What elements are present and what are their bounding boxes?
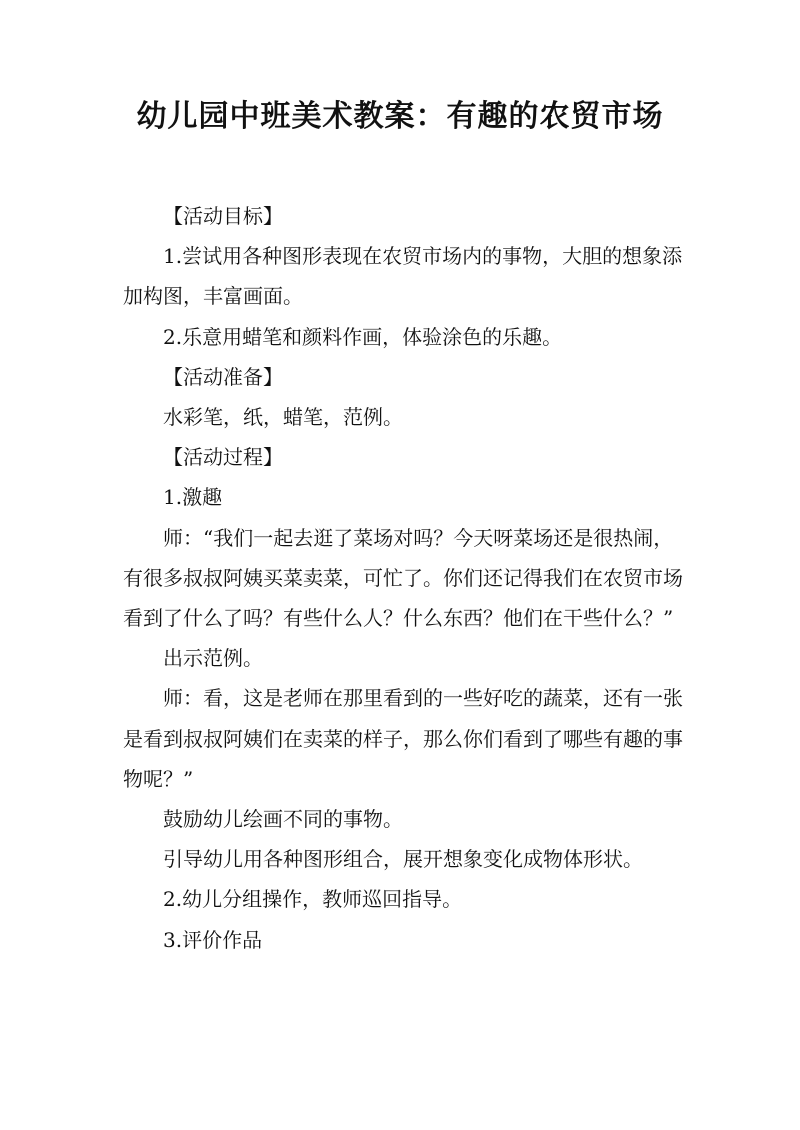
process-step-2: 2.幼儿分组操作，教师巡回指导。 <box>163 887 463 912</box>
document-title: 幼儿园中班美术教案：有趣的农贸市场 <box>136 99 664 134</box>
process-step-3: 3.评价作品 <box>163 927 263 952</box>
process-step-1: 1.激趣 <box>163 485 223 510</box>
document-body <box>123 196 683 960</box>
show-example: 出示范例。 <box>163 646 263 671</box>
heading-activity-preparation: 【活动准备】 <box>163 364 283 389</box>
goal-item-1: 1.尝试用各种图形表现在农贸市场内的事物，大胆的想象添加构图，丰富画面。 <box>123 244 683 309</box>
heading-activity-goals: 【活动目标】 <box>163 204 283 228</box>
preparation-materials: 水彩笔，纸，蜡笔，范例。 <box>163 405 403 430</box>
goal-item-2: 2.乐意用蜡笔和颜料作画，体验涂色的乐趣。 <box>163 324 563 349</box>
teacher-dialogue-2: 师：看，这是老师在那里看到的一些好吃的蔬菜，还有一张是看到叔叔阿姨们在卖菜的样子，那么你们看到了哪些有趣的事物呢？” <box>123 686 683 791</box>
teacher-dialogue-1: 师：“我们一起去逛了菜场对吗？今天呀菜场还是很热闹，有很多叔叔阿姨买菜卖菜，可忙了。你们还记得我们在农贸市场看到了什么了吗？有些什么人？什么东西？他们在干些什么？” <box>123 525 683 631</box>
heading-activity-process: 【活动过程】 <box>163 445 283 470</box>
encourage-drawing: 鼓励幼儿绘画不同的事物。 <box>163 807 403 832</box>
guide-shapes: 引导幼儿用各种图形组合，展开想象变化成物体形状。 <box>163 847 643 872</box>
